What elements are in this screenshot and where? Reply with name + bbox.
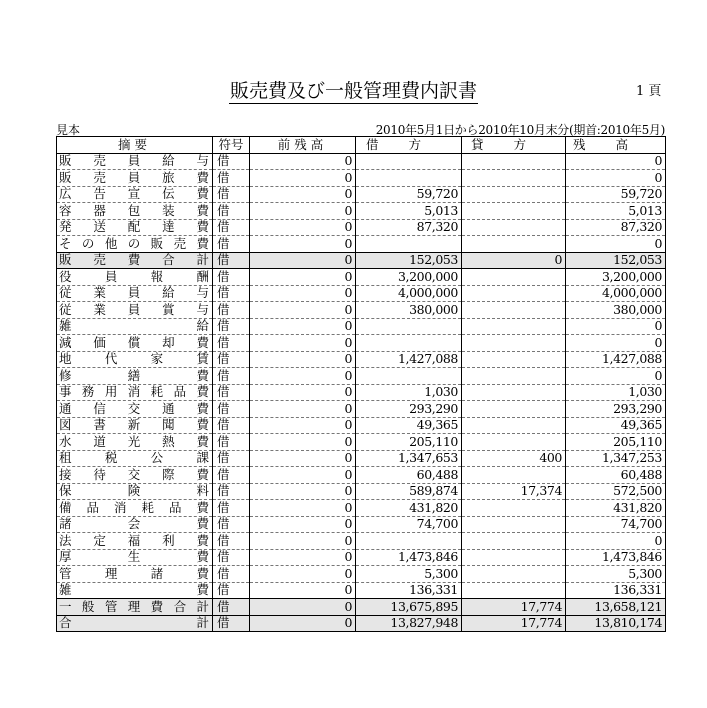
entry-code: 借	[213, 582, 250, 599]
account-name: 減価償却費	[57, 335, 213, 352]
account-name: 水道光熱費	[57, 434, 213, 451]
previous-balance: 0	[250, 252, 356, 269]
page-number: 1 頁	[636, 84, 662, 99]
previous-balance: 0	[250, 269, 356, 286]
credit-amount	[462, 269, 566, 286]
previous-balance: 0	[250, 186, 356, 203]
credit-amount	[462, 516, 566, 533]
account-name: 接待交際費	[57, 467, 213, 484]
account-name: 通信交通費	[57, 401, 213, 418]
entry-code: 借	[213, 500, 250, 517]
entry-code: 借	[213, 170, 250, 187]
debit-amount: 49,365	[356, 417, 462, 434]
table-row	[57, 170, 666, 187]
debit-amount: 13,827,948	[356, 615, 462, 632]
balance-amount: 380,000	[566, 302, 666, 319]
debit-amount: 60,488	[356, 467, 462, 484]
credit-amount	[462, 401, 566, 418]
balance-amount: 87,320	[566, 219, 666, 236]
table-row	[57, 582, 666, 599]
table-row	[57, 203, 666, 220]
balance-amount: 60,488	[566, 467, 666, 484]
debit-amount: 3,200,000	[356, 269, 462, 286]
previous-balance: 0	[250, 516, 356, 533]
account-name: 従業員賞与	[57, 302, 213, 319]
credit-amount	[462, 467, 566, 484]
header-balance: 残高	[566, 137, 666, 154]
credit-amount	[462, 153, 566, 170]
balance-amount: 13,810,174	[566, 615, 666, 632]
account-name: 地代家賃	[57, 351, 213, 368]
previous-balance: 0	[250, 384, 356, 401]
entry-code: 借	[213, 516, 250, 533]
debit-amount	[356, 368, 462, 385]
table-total-row	[57, 615, 666, 632]
entry-code: 借	[213, 467, 250, 484]
credit-amount	[462, 335, 566, 352]
account-name: 合計	[57, 615, 213, 632]
header-debit: 借方	[356, 137, 462, 154]
credit-amount	[462, 500, 566, 517]
entry-code: 借	[213, 302, 250, 319]
account-name: 販売員旅費	[57, 170, 213, 187]
entry-code: 借	[213, 450, 250, 467]
debit-amount: 152,053	[356, 252, 462, 269]
balance-amount: 152,053	[566, 252, 666, 269]
company-name: 見本	[56, 123, 81, 137]
credit-amount	[462, 236, 566, 253]
credit-amount: 17,774	[462, 615, 566, 632]
debit-amount: 431,820	[356, 500, 462, 517]
balance-amount: 293,290	[566, 401, 666, 418]
credit-amount: 17,774	[462, 599, 566, 616]
credit-amount	[462, 549, 566, 566]
debit-amount: 4,000,000	[356, 285, 462, 302]
previous-balance: 0	[250, 566, 356, 583]
previous-balance: 0	[250, 153, 356, 170]
debit-amount: 293,290	[356, 401, 462, 418]
debit-amount: 5,300	[356, 566, 462, 583]
table-header-row	[57, 137, 666, 154]
previous-balance: 0	[250, 335, 356, 352]
account-name: 諸会費	[57, 516, 213, 533]
debit-amount: 13,675,895	[356, 599, 462, 616]
credit-amount	[462, 318, 566, 335]
balance-amount: 1,473,846	[566, 549, 666, 566]
account-name: 厚生費	[57, 549, 213, 566]
previous-balance: 0	[250, 203, 356, 220]
entry-code: 借	[213, 483, 250, 500]
entry-code: 借	[213, 186, 250, 203]
account-name: 図書新聞費	[57, 417, 213, 434]
table-row	[57, 566, 666, 583]
previous-balance: 0	[250, 236, 356, 253]
account-name: 保険料	[57, 483, 213, 500]
entry-code: 借	[213, 252, 250, 269]
table-row	[57, 533, 666, 550]
balance-amount: 205,110	[566, 434, 666, 451]
previous-balance: 0	[250, 533, 356, 550]
credit-amount	[462, 417, 566, 434]
previous-balance: 0	[250, 582, 356, 599]
debit-amount: 205,110	[356, 434, 462, 451]
account-name: 雑給	[57, 318, 213, 335]
debit-amount: 87,320	[356, 219, 462, 236]
balance-amount: 49,365	[566, 417, 666, 434]
entry-code: 借	[213, 318, 250, 335]
table-row	[57, 450, 666, 467]
entry-code: 借	[213, 401, 250, 418]
credit-amount	[462, 351, 566, 368]
credit-amount	[462, 368, 566, 385]
balance-amount: 74,700	[566, 516, 666, 533]
table-row	[57, 483, 666, 500]
previous-balance: 0	[250, 434, 356, 451]
debit-amount: 59,720	[356, 186, 462, 203]
account-name: 発送配達費	[57, 219, 213, 236]
table-row	[57, 401, 666, 418]
debit-amount: 5,013	[356, 203, 462, 220]
account-name: 管理諸費	[57, 566, 213, 583]
table-row	[57, 285, 666, 302]
balance-amount: 0	[566, 368, 666, 385]
credit-amount	[462, 533, 566, 550]
balance-amount: 431,820	[566, 500, 666, 517]
account-name: 雑費	[57, 582, 213, 599]
entry-code: 借	[213, 285, 250, 302]
debit-amount	[356, 335, 462, 352]
table-total-row	[57, 599, 666, 616]
credit-amount: 400	[462, 450, 566, 467]
balance-amount: 5,013	[566, 203, 666, 220]
balance-amount: 1,030	[566, 384, 666, 401]
balance-amount: 136,331	[566, 582, 666, 599]
period-label: 2010年5月1日から2010年10月末分(期首:2010年5月)	[375, 123, 665, 137]
previous-balance: 0	[250, 417, 356, 434]
previous-balance: 0	[250, 467, 356, 484]
entry-code: 借	[213, 269, 250, 286]
table-row	[57, 434, 666, 451]
balance-amount: 3,200,000	[566, 269, 666, 286]
credit-amount	[462, 582, 566, 599]
account-name: 修繕費	[57, 368, 213, 385]
entry-code: 借	[213, 368, 250, 385]
credit-amount	[462, 384, 566, 401]
table-row	[57, 186, 666, 203]
previous-balance: 0	[250, 318, 356, 335]
debit-amount: 380,000	[356, 302, 462, 319]
account-name: 備品消耗品費	[57, 500, 213, 517]
previous-balance: 0	[250, 615, 356, 632]
table-row	[57, 236, 666, 253]
table-row	[57, 318, 666, 335]
header-previous-balance: 前残高	[250, 137, 356, 154]
table-row	[57, 467, 666, 484]
entry-code: 借	[213, 549, 250, 566]
table-row	[57, 500, 666, 517]
previous-balance: 0	[250, 599, 356, 616]
balance-amount: 0	[566, 170, 666, 187]
entry-code: 借	[213, 434, 250, 451]
balance-amount: 0	[566, 153, 666, 170]
table-row	[57, 335, 666, 352]
balance-amount: 4,000,000	[566, 285, 666, 302]
balance-amount: 572,500	[566, 483, 666, 500]
balance-amount: 5,300	[566, 566, 666, 583]
account-name: 役員報酬	[57, 269, 213, 286]
account-name: 租税公課	[57, 450, 213, 467]
debit-amount: 1,427,088	[356, 351, 462, 368]
table-row	[57, 351, 666, 368]
header-code: 符号	[213, 137, 250, 154]
previous-balance: 0	[250, 302, 356, 319]
account-name: 法定福利費	[57, 533, 213, 550]
debit-amount: 74,700	[356, 516, 462, 533]
credit-amount	[462, 186, 566, 203]
table-body	[57, 153, 666, 632]
balance-amount: 1,427,088	[566, 351, 666, 368]
table-total-row	[57, 252, 666, 269]
previous-balance: 0	[250, 351, 356, 368]
account-name: 容器包装費	[57, 203, 213, 220]
previous-balance: 0	[250, 219, 356, 236]
balance-amount: 13,658,121	[566, 599, 666, 616]
entry-code: 借	[213, 153, 250, 170]
previous-balance: 0	[250, 450, 356, 467]
entry-code: 借	[213, 615, 250, 632]
debit-amount: 1,347,653	[356, 450, 462, 467]
debit-amount	[356, 170, 462, 187]
previous-balance: 0	[250, 483, 356, 500]
entry-code: 借	[213, 599, 250, 616]
account-name: その他の販売費	[57, 236, 213, 253]
account-name: 従業員給与	[57, 285, 213, 302]
balance-amount: 0	[566, 236, 666, 253]
balance-amount: 1,347,253	[566, 450, 666, 467]
header-description: 摘要	[57, 137, 213, 154]
previous-balance: 0	[250, 549, 356, 566]
debit-amount: 136,331	[356, 582, 462, 599]
table-row	[57, 302, 666, 319]
previous-balance: 0	[250, 368, 356, 385]
credit-amount	[462, 203, 566, 220]
previous-balance: 0	[250, 285, 356, 302]
account-name: 販売費合計	[57, 252, 213, 269]
credit-amount	[462, 285, 566, 302]
credit-amount	[462, 302, 566, 319]
table-row	[57, 269, 666, 286]
credit-amount	[462, 566, 566, 583]
debit-amount: 589,874	[356, 483, 462, 500]
table-row	[57, 516, 666, 533]
entry-code: 借	[213, 236, 250, 253]
credit-amount	[462, 170, 566, 187]
entry-code: 借	[213, 351, 250, 368]
table-row	[57, 417, 666, 434]
account-name: 一般管理費合計	[57, 599, 213, 616]
entry-code: 借	[213, 566, 250, 583]
account-name: 広告宣伝費	[57, 186, 213, 203]
table-row	[57, 368, 666, 385]
credit-amount: 17,374	[462, 483, 566, 500]
credit-amount	[462, 219, 566, 236]
debit-amount: 1,473,846	[356, 549, 462, 566]
debit-amount	[356, 236, 462, 253]
entry-code: 借	[213, 335, 250, 352]
table-row	[57, 219, 666, 236]
balance-amount: 59,720	[566, 186, 666, 203]
table-row	[57, 153, 666, 170]
credit-amount: 0	[462, 252, 566, 269]
credit-amount	[462, 434, 566, 451]
account-name: 事務用消耗品費	[57, 384, 213, 401]
header-credit: 貸方	[462, 137, 566, 154]
balance-amount: 0	[566, 318, 666, 335]
entry-code: 借	[213, 384, 250, 401]
debit-amount	[356, 153, 462, 170]
balance-amount: 0	[566, 533, 666, 550]
expense-breakdown-table	[56, 136, 666, 632]
entry-code: 借	[213, 417, 250, 434]
account-name: 販売員給与	[57, 153, 213, 170]
previous-balance: 0	[250, 401, 356, 418]
previous-balance: 0	[250, 500, 356, 517]
previous-balance: 0	[250, 170, 356, 187]
entry-code: 借	[213, 533, 250, 550]
debit-amount	[356, 533, 462, 550]
table-row	[57, 549, 666, 566]
document-title: 販売費及び一般管理費内訳書	[229, 80, 477, 102]
entry-code: 借	[213, 219, 250, 236]
balance-amount: 0	[566, 335, 666, 352]
table-row	[57, 384, 666, 401]
debit-amount	[356, 318, 462, 335]
entry-code: 借	[213, 203, 250, 220]
debit-amount: 1,030	[356, 384, 462, 401]
